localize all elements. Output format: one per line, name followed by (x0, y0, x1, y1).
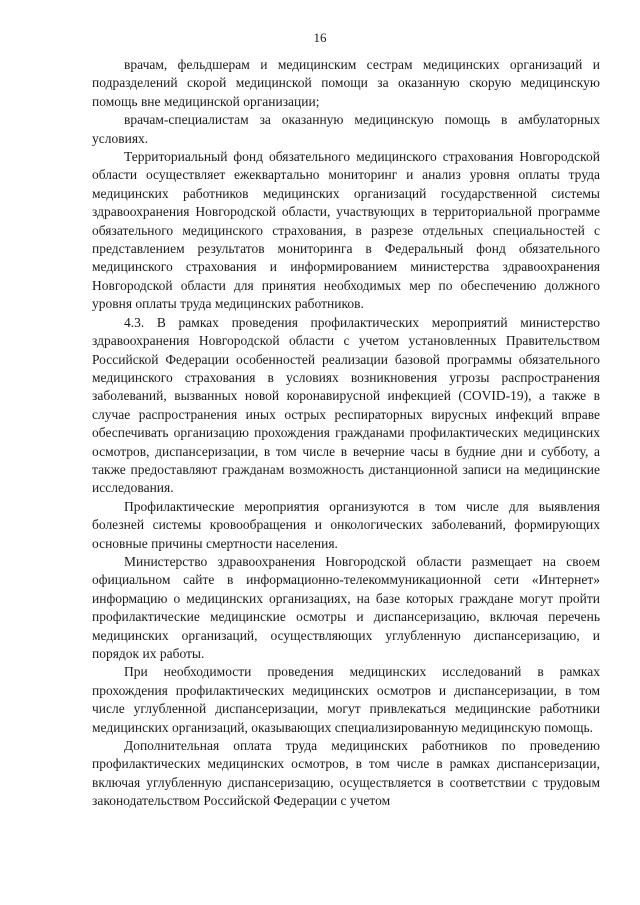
paragraph-medical-research: При необходимости проведения медицинских исследований в рамках прохождения профилактических медицинских осмотров и диспансеризации, в том числе углубленной диспансеризации, могут привлекаться медицинские работники медицинских организаций, оказывающих специализированную медицинскую помощь. (92, 664, 600, 735)
paragraph-section-4-3: 4.3. В рамках проведения профилактических мероприятий министерство здравоохранения Новгородской области с учетом установленных Правительством Российской Федерации особенностей реализации базовой программы обязательного медицинского страхования в условиях возникновения угрозы распространения заболеваний, вызванных новой коронавирусной инфекцией (COVID-19), а также в случае распространения иных острых респираторных вирусных инфекций вправе обеспечивать организацию прохождения гражданами профилактических медицинских осмотров, диспансеризации, в том числе в вечерние часы в будние дни и субботу, а также предоставляют гражданам возможность дистанционной записи на медицинские исследования. (92, 314, 600, 496)
paragraph-ministry-website: Министерство здравоохранения Новгородской области размещает на своем официальном сайте в информационно-телекоммуникационной сети «Интернет» информацию о медицинских организациях, на базе которых граждане могут пройти профилактические медицинские осмотры и диспансеризацию, включая перечень медицинских организаций, осуществляющих углубленную диспансеризацию, и порядок их работы. (92, 553, 600, 661)
paragraph-outpatient-specialists: врачам-специалистам за оказанную медицинскую помощь в амбулаторных условиях. (92, 112, 600, 146)
paragraph-additional-pay: Дополнительная оплата труда медицинских работников по проведению профилактических медицинских осмотров, в том числе в рамках диспансеризации, включая углубленную диспансеризацию, осуществляется в соответствии с трудовым законодательством Российской Федерации с учетом (92, 738, 600, 809)
paragraph-ambulance-staff: врачам, фельдшерам и медицинским сестрам медицинских организаций и подразделений скорой медицинской помощи за оказанную скорую медицинскую помощь вне медицинской организации; (92, 57, 600, 109)
document-body (92, 56, 600, 811)
paragraph-preventive-measures: Профилактические мероприятия организуются в том числе для выявления болезней системы кровообращения и онкологических заболеваний, формирующих основные причины смертности населения. (92, 498, 600, 551)
page-number: 16 (313, 30, 327, 45)
paragraph-territorial-fund-monitoring: Территориальный фонд обязательного медицинского страхования Новгородской области осуществляет ежеквартально мониторинг и анализ уровня оплаты труда медицинских работников медицинских организаций государственной системы здравоохранения Новгородской области, участвующих в территориальной программе обязательного медицинского страхования, в разрезе отдельных специальностей с представлением результатов мониторинга в Федеральный фонд обязательного медицинского страхования и информированием министерства здравоохранения Новгородской области для принятия необходимых мер по обеспечению должного уровня оплаты труда медицинских работников. (92, 149, 600, 312)
